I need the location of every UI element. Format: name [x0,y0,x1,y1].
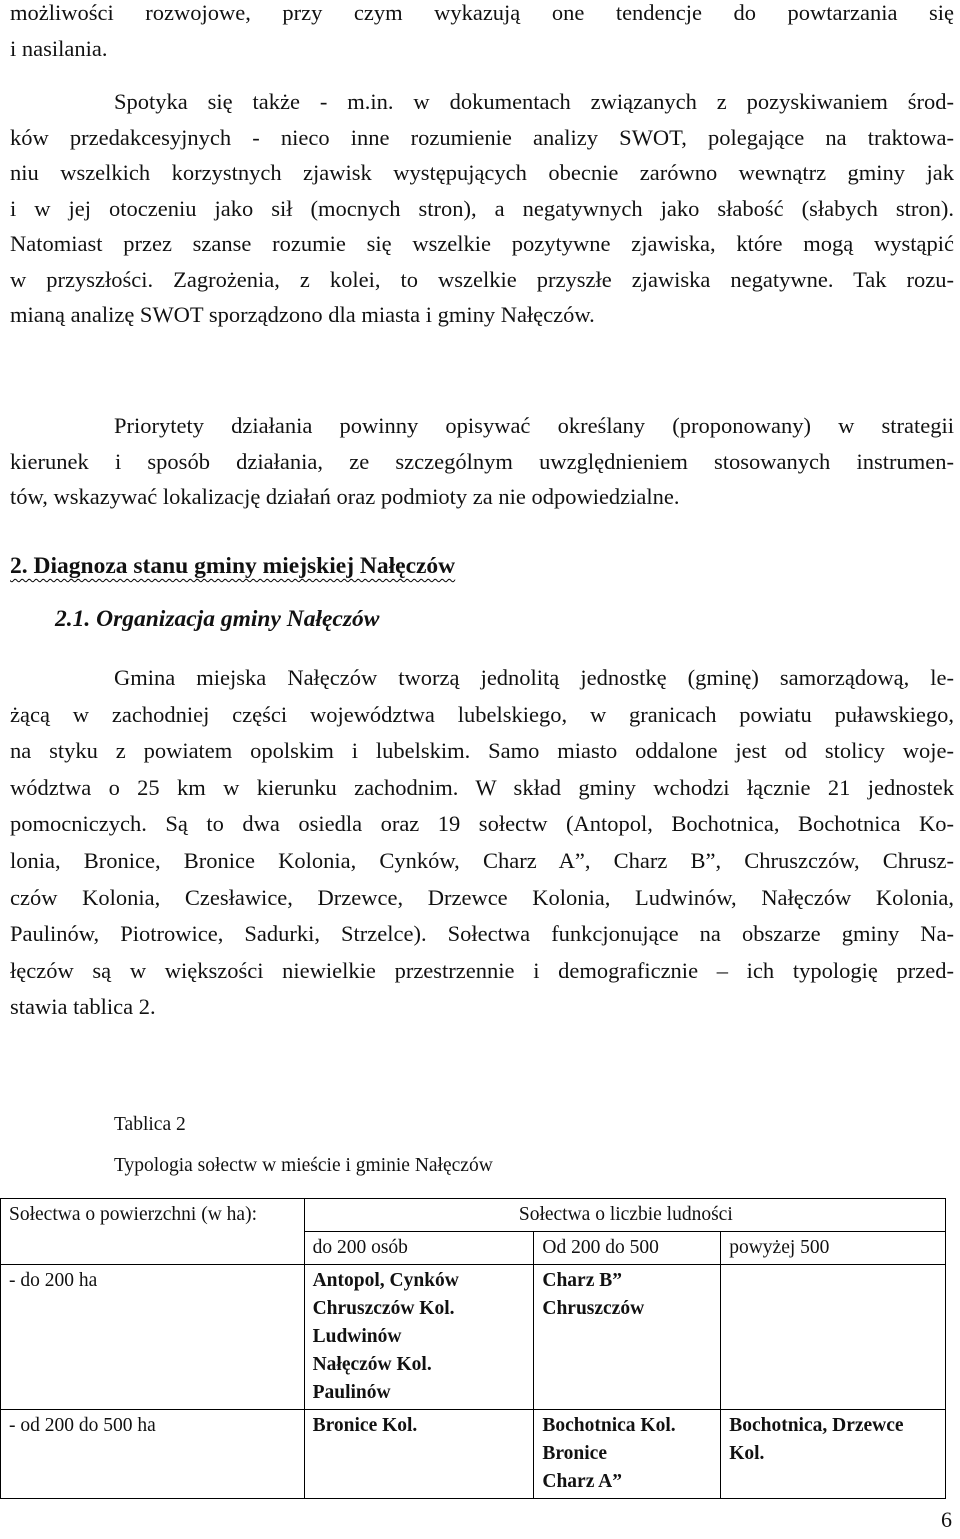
cell-line: Bochotnica Kol. [542,1415,676,1436]
cell-pop-3 [721,1265,946,1410]
text-line: Priorytety działania powinny opisywać określany (proponowany) w strategii [114,413,954,438]
cell-pop-1 [304,1410,534,1499]
text-line: Paulinów, Piotrowice, Sadurki, Strzelce). Sołectwa funkcjonujące na obszarze gminy Na- [10,921,954,947]
text-line: mianą analizę SWOT sporządzono dla miasta i gminy Nałęczów. [10,302,595,327]
text-line: i nasilania. [10,35,108,61]
cell-line: Bochotnica, Drzewce [729,1415,904,1436]
col-header-population: Sołectwa o liczbie ludności [304,1199,945,1232]
text-line: w przyszłości. Zagrożenia, z kolei, to wszelkie przyszłe zjawiska negatywne. Tak rozu- [10,266,954,292]
text-line: możliwości rozwojowe, przy czym wykazują one tendencje do powtarzania się [10,0,954,25]
col-header-pop-1: do 200 osób [304,1232,534,1265]
text-line: i w jej otoczeniu jako sił (mocnych stron), a negatywnych jako słabość (słabych stron). [10,195,954,221]
cell-line: Bronice [542,1443,607,1464]
text-line: lonia, Bronice, Bronice Kolonia, Cynków, Charz A”, Charz B”, Chruszczów, Chrusz- [10,847,954,873]
cell-line: Kol. [729,1443,765,1464]
paragraph-organization [10,660,954,1026]
cell-line: Chruszczów [542,1298,645,1319]
cell-pop-2 [534,1410,721,1499]
text-line: ków przedakcesyjnych - nieco inne rozumienie analizy SWOT, polegające na traktowa- [10,124,954,150]
cell-line: Chruszczów Kol. [312,1298,455,1319]
text-line: stawia tablica 2. [10,994,156,1020]
cell-line: Ludwinów [312,1326,402,1347]
cell-pop-2 [534,1265,721,1410]
text-line: Spotyka się także - m.in. w dokumentach związanych z pozyskiwaniem środ- [114,89,954,114]
table-row [1,1410,946,1499]
cell-line: Paulinów [312,1382,391,1403]
cell-line: Bronice Kol. [312,1415,418,1436]
cell-line: Nałęczów Kol. [312,1354,432,1375]
cell-line: Antopol, Cynków [312,1270,459,1291]
cell-pop-3 [721,1410,946,1499]
text-line: pomocniczych. Są to dwa osiedla oraz 19 sołectw (Antopol, Bochotnica, Bochotnica Ko- [10,811,954,837]
col-header-pop-2: Od 200 do 500 [534,1232,721,1265]
paragraph-swot [10,84,954,333]
page-number: 6 [941,1507,952,1532]
col-header-pop-3: powyżej 500 [721,1232,946,1265]
table-caption-number: Tablica 2 [114,1114,186,1135]
table-row [1,1265,946,1410]
text-line: żącą w zachodniej części województwa lubelskiego, w granicach powiatu puławskiego, [10,701,954,727]
text-line: Gmina miejska Nałęczów tworzą jednolitą jednostkę (gminę) samorządową, le- [114,665,954,690]
row-area-label: - od 200 do 500 ha [1,1410,305,1499]
text-line: niu wszelkich korzystnych zjawisk występujących obecnie zarówno wewnątrz gminy jak [10,160,954,185]
paragraph-continuation [10,0,954,66]
typology-table [0,1198,946,1499]
text-line: kierunek i sposób działania, ze szczególnym uwzględnieniem stosowanych instrumen- [10,448,954,474]
table-header-row [1,1199,946,1232]
text-line: Natomiast przez szanse rozumie się wszelkie pozytywne zjawiska, które mogą wystąpić [10,231,954,256]
text-line: wództwa o 25 km w kierunku zachodnim. W skład gminy wchodzi łącznie 21 jednostek [10,774,954,800]
text-line: na styku z powiatem opolskim i lubelskim. Samo miasto oddalone jest od stolicy woje- [10,738,954,764]
cell-line: Charz B” [542,1270,622,1291]
paragraph-priorities [10,408,954,515]
section-heading: 2. Diagnoza stanu gminy miejskiej Nałęczów [10,553,456,579]
text-line: tów, wskazywać lokalizację działań oraz podmioty za nie odpowiedzialne. [10,484,680,509]
table-caption-title: Typologia sołectw w mieście i gminie Nałęczów [114,1155,493,1176]
subsection-heading: 2.1. Organizacja gminy Nałęczów [55,606,380,632]
cell-line: Charz A” [542,1471,622,1492]
text-line: łęczów są w większości niewielkie przestrzennie i demograficznie – ich typologię przed- [10,957,954,983]
cell-pop-1 [304,1265,534,1410]
text-line: czów Kolonia, Czesławice, Drzewce, Drzewce Kolonia, Ludwinów, Nałęczów Kolonia, [10,884,954,910]
row-area-label: - do 200 ha [1,1265,305,1410]
col-header-area: Sołectwa o powierzchni (w ha): [1,1199,305,1265]
